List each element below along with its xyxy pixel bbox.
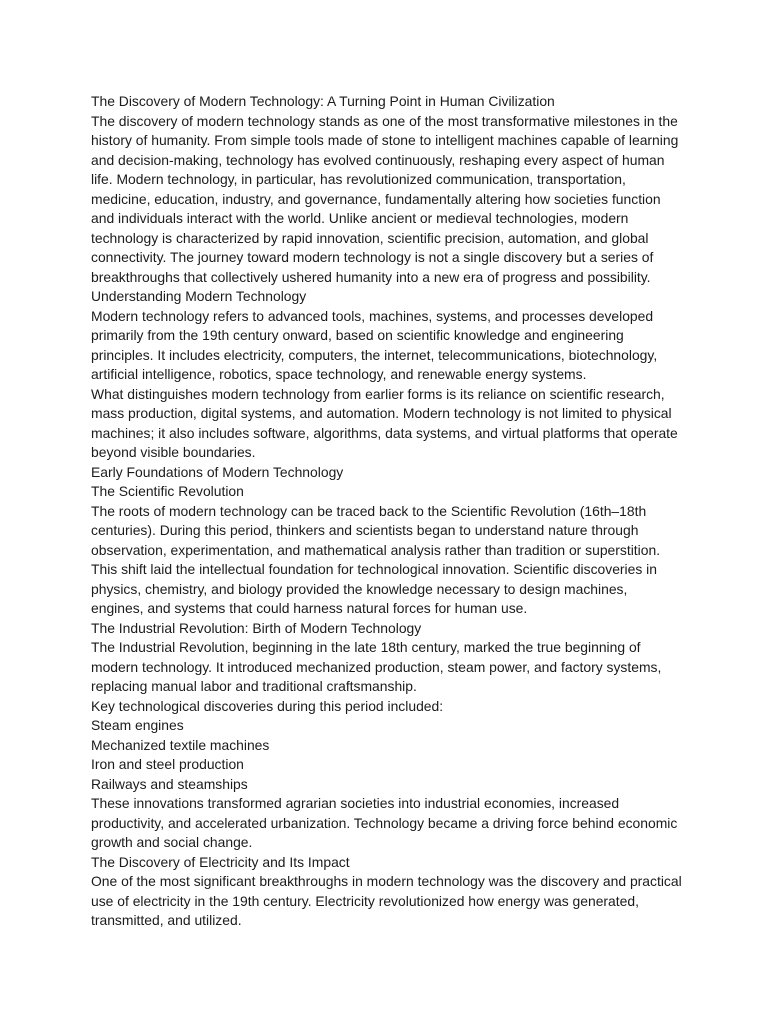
list-item: Mechanized textile machines <box>91 736 270 753</box>
text-line: Modern technology refers to advanced tools, machines, systems, and processes developed <box>91 307 654 324</box>
section-heading-industrial-revolution: The Industrial Revolution: Birth of Modern Technology <box>91 619 422 636</box>
text-line: and decision-making, technology has evolved continuously, reshaping every aspect of human <box>91 151 665 168</box>
industrial-paragraph <box>91 638 691 697</box>
text-line: beyond visible boundaries. <box>91 444 256 460</box>
text-line: history of humanity. From simple tools made of stone to intelligent machines capable of learning <box>91 132 679 148</box>
understanding-paragraph-2 <box>91 385 691 463</box>
text-line: use of electricity in the 19th century. Electricity revolutionized how energy was generated, <box>91 892 639 909</box>
text-line: breakthroughs that collectively ushered humanity into a new era of progress and possibility. <box>91 268 651 285</box>
key-discoveries-list <box>91 716 691 794</box>
text-line: engines, and systems that could harness natural forces for human use. <box>91 600 528 616</box>
text-line: This shift laid the intellectual foundation for technological innovation. Scientific discoveries in <box>91 561 657 577</box>
list-item: Railways and steamships <box>91 775 248 792</box>
text-line: productivity, and accelerated urbanization. Technology became a driving force behind economic <box>91 814 678 831</box>
text-line: technology is characterized by rapid innovation, scientific precision, automation, and global <box>91 229 649 246</box>
scientific-paragraph <box>91 502 691 619</box>
section-heading-scientific-revolution: The Scientific Revolution <box>91 483 244 499</box>
intro-paragraph <box>91 112 691 288</box>
key-discoveries-intro: Key technological discoveries during this period included: <box>91 697 444 714</box>
section-heading-early-foundations: Early Foundations of Modern Technology <box>91 463 344 480</box>
text-line: medicine, education, industry, and governance, fundamentally altering how societies function <box>91 190 661 207</box>
text-line: primarily from the 19th century onward, based on scientific knowledge and engineering <box>91 327 624 343</box>
text-line: mass production, digital systems, and automation. Modern technology is not limited to physical <box>91 405 672 421</box>
text-line: The roots of modern technology can be traced back to the Scientific Revolution (16th–18th <box>91 502 647 519</box>
text-line: principles. It includes electricity, computers, the internet, telecommunications, biotechnology, <box>91 346 658 363</box>
text-line: The Industrial Revolution, beginning in the late 18th century, marked the true beginning of <box>91 639 641 655</box>
text-line: and individuals interact with the world. Unlike ancient or medieval technologies, modern <box>91 210 629 226</box>
text-line: modern technology. It introduced mechanized production, steam power, and factory systems, <box>91 658 662 675</box>
list-item: Iron and steel production <box>91 756 244 772</box>
text-line: What distinguishes modern technology from earlier forms is its reliance on scientific research, <box>91 385 665 402</box>
text-line: replacing manual labor and traditional craftsmanship. <box>91 678 417 694</box>
electricity-paragraph <box>91 872 691 931</box>
text-line: physics, chemistry, and biology provided the knowledge necessary to design machines, <box>91 580 628 597</box>
main-title: The Discovery of Modern Technology: A Turning Point in Human Civilization <box>91 93 555 109</box>
text-line: These innovations transformed agrarian societies into industrial economies, increased <box>91 795 620 811</box>
text-line: connectivity. The journey toward modern technology is not a single discovery but a series of <box>91 249 654 265</box>
text-line: growth and social change. <box>91 834 253 850</box>
document-page <box>91 92 691 931</box>
text-line: life. Modern technology, in particular, has revolutionized communication, transportation, <box>91 171 626 187</box>
text-line: transmitted, and utilized. <box>91 912 242 928</box>
section-heading-electricity: The Discovery of Electricity and Its Impact <box>91 853 350 870</box>
text-line: observation, experimentation, and mathematical analysis rather than tradition or superstition. <box>91 541 661 558</box>
text-line: One of the most significant breakthroughs in modern technology was the discovery and practical <box>91 873 682 889</box>
text-line: machines; it also includes software, algorithms, data systems, and virtual platforms that operate <box>91 424 678 441</box>
text-line: The discovery of modern technology stands as one of the most transformative milestones in the <box>91 112 678 129</box>
section-heading-understanding: Understanding Modern Technology <box>91 288 307 304</box>
text-line: centuries). During this period, thinkers and scientists began to understand nature through <box>91 522 639 538</box>
industrial-paragraph-2 <box>91 794 691 853</box>
understanding-paragraph-1 <box>91 307 691 385</box>
text-line: artificial intelligence, robotics, space technology, and renewable energy systems. <box>91 366 587 382</box>
list-item: Steam engines <box>91 717 184 733</box>
